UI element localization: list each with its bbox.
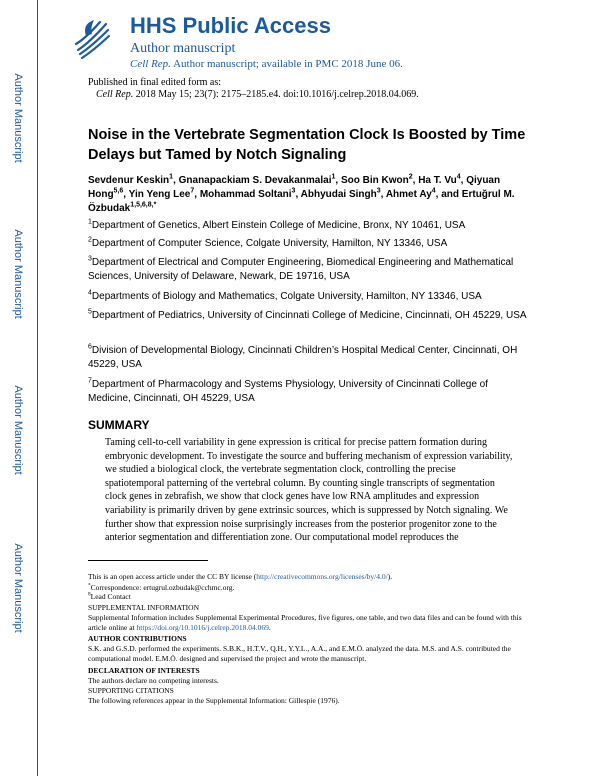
journal-name: Cell Rep.	[130, 58, 171, 70]
hhs-public-access-title: HHS Public Access	[130, 13, 331, 38]
citation-details: 2018 May 15; 23(7): 2175–2185.e4. doi:10.1016/j.celrep.2018.04.069.	[133, 89, 419, 100]
affiliation: $^6$Division of Developmental Biology, Cincinnati Children’s Hospital Medical Center, Cincinnati, OH 45229, USA	[88, 343, 518, 370]
license-note: This is an open access article under the CC BY license (http://creativecommons.org/licenses/by/4.0/).	[88, 572, 393, 581]
author-manuscript-subtitle: Author manuscript	[130, 41, 236, 56]
author: Yin Yeng Lee$^7$,	[128, 187, 200, 200]
sidebar-label: Author Manuscript	[12, 73, 24, 163]
sidebar-divider	[37, 0, 38, 776]
affiliation: $^2$Department of Computer Science, Colgate University, Hamilton, NY 13346, USA	[88, 236, 448, 249]
contributions-text: S.K. and G.S.D. performed the experiments. S.B.K., H.T.V., Q.H., Y.Y.L., A.A., and E.M.Ö. analyzed the data. M.S. and A.S. contributed the computational model. E.M.Ö. designed and supervised the project and wrote the manuscript.	[88, 644, 511, 663]
contributions-heading: AUTHOR CONTRIBUTIONS	[88, 634, 187, 643]
affiliation: $^5$Department of Pediatrics, University of Cincinnati College of Medicine, Cincinnati, OH 45229, USA	[88, 308, 527, 321]
citations-text: The following references appear in the Supplemental Information: Gillespie (1976).	[88, 696, 340, 705]
author-manuscript-sidebar	[0, 0, 36, 776]
affiliation: $^4$Departments of Biology and Mathematics, Colgate University, Hamilton, NY 13346, USA	[88, 289, 482, 302]
affiliation: $^1$Department of Genetics, Albert Einstein College of Medicine, Bronx, NY 10461, USA	[88, 218, 466, 231]
interests-heading: DECLARATION OF INTERESTS	[88, 666, 200, 675]
supplemental-heading: SUPPLEMENTAL INFORMATION	[88, 603, 200, 612]
sidebar-label: Author Manuscript	[12, 385, 24, 475]
interests-text: The authors declare no competing interests.	[88, 676, 219, 685]
article-title: Noise in the Vertebrate Segmentation Clock Is Boosted by Time Delays but Tamed by Notch Signaling	[88, 127, 526, 163]
author: Ahmet Ay$^4$, and	[385, 187, 462, 200]
citations-heading: SUPPORTING CITATIONS	[88, 686, 174, 695]
affiliation: $^7$Department of Pharmacology and Systems Physiology, University of Cincinnati College of Medicine, Cincinnati, OH 45229, USA	[88, 377, 489, 404]
author: Qiyuan Hong$^{5,6}$,	[88, 175, 501, 200]
availability-note: Author manuscript; available in PMC 2018 June 06.	[170, 58, 403, 70]
affiliation: $^3$Department of Electrical and Computer Engineering, Biomedical Engineering and Mathematical Sciences, University of Delaware, Newark, DE 19716, USA	[88, 255, 514, 282]
sidebar-label: Author Manuscript	[12, 229, 24, 319]
author: Mohammad Soltani$^3$,	[199, 187, 301, 200]
author: Sevdenur Keskin$^1$,	[88, 173, 179, 186]
sidebar-label: Author Manuscript	[12, 543, 24, 633]
publication-citation	[96, 89, 419, 100]
footnote-divider	[88, 560, 208, 561]
author: Ha T. Vu$^4$,	[418, 173, 467, 186]
summary-text: Taming cell-to-cell variability in gene expression is critical for precise pattern formation during embryonic development. To investigate the source and buffering mechanism of expression variability, we studied a biological clock, the vertebrate segmentation clock, controlling the precise spatiotemporal patterning of the vertebral column. By counting single transcripts of segmentation clock genes in zebrafish, we show that clock genes have low RNA amplitudes and expression variability is primarily driven by gene extrinsic sources, which is suppressed by Notch signaling. We further show that expression noise surprisingly increases from the posterior progenitor zone to the anterior segmentation and differentiation zone. Our computational model reproduces the	[105, 437, 513, 544]
summary-heading: SUMMARY	[88, 418, 150, 432]
author-list	[88, 174, 528, 216]
author: Abhyudai Singh$^3$,	[300, 187, 386, 200]
correspondence-note: *Correspondence: ertugrul.ozbudak@cchmc.org.	[88, 582, 235, 592]
author: Gnanapackiam S. Devakanmalai$^1$,	[178, 173, 341, 186]
lead-contact-note: $^8$Lead Contact	[88, 591, 131, 601]
journal-name: Cell Rep.	[96, 89, 134, 100]
author: Soo Bin Kwon$^2$,	[340, 173, 419, 186]
pmc-availability	[130, 58, 403, 70]
published-line: Published in final edited form as:	[88, 77, 222, 88]
supplemental-text: Supplemental Information includes Supplemental Experimental Procedures, five figures, one table, and two data files and can be found with this article online at https://doi.org/10.1016/j.celrep.2018.04.069.	[88, 613, 522, 632]
license-link[interactable]: http://creativecommons.org/licenses/by/4.0/	[256, 572, 388, 581]
supplemental-link[interactable]: https://doi.org/10.1016/j.celrep.2018.04.069	[136, 622, 269, 632]
hhs-eagle-logo-icon	[72, 16, 112, 62]
author: Ertuğrul M. Özbudak$^{1,5,6,8,*}$	[88, 189, 515, 214]
